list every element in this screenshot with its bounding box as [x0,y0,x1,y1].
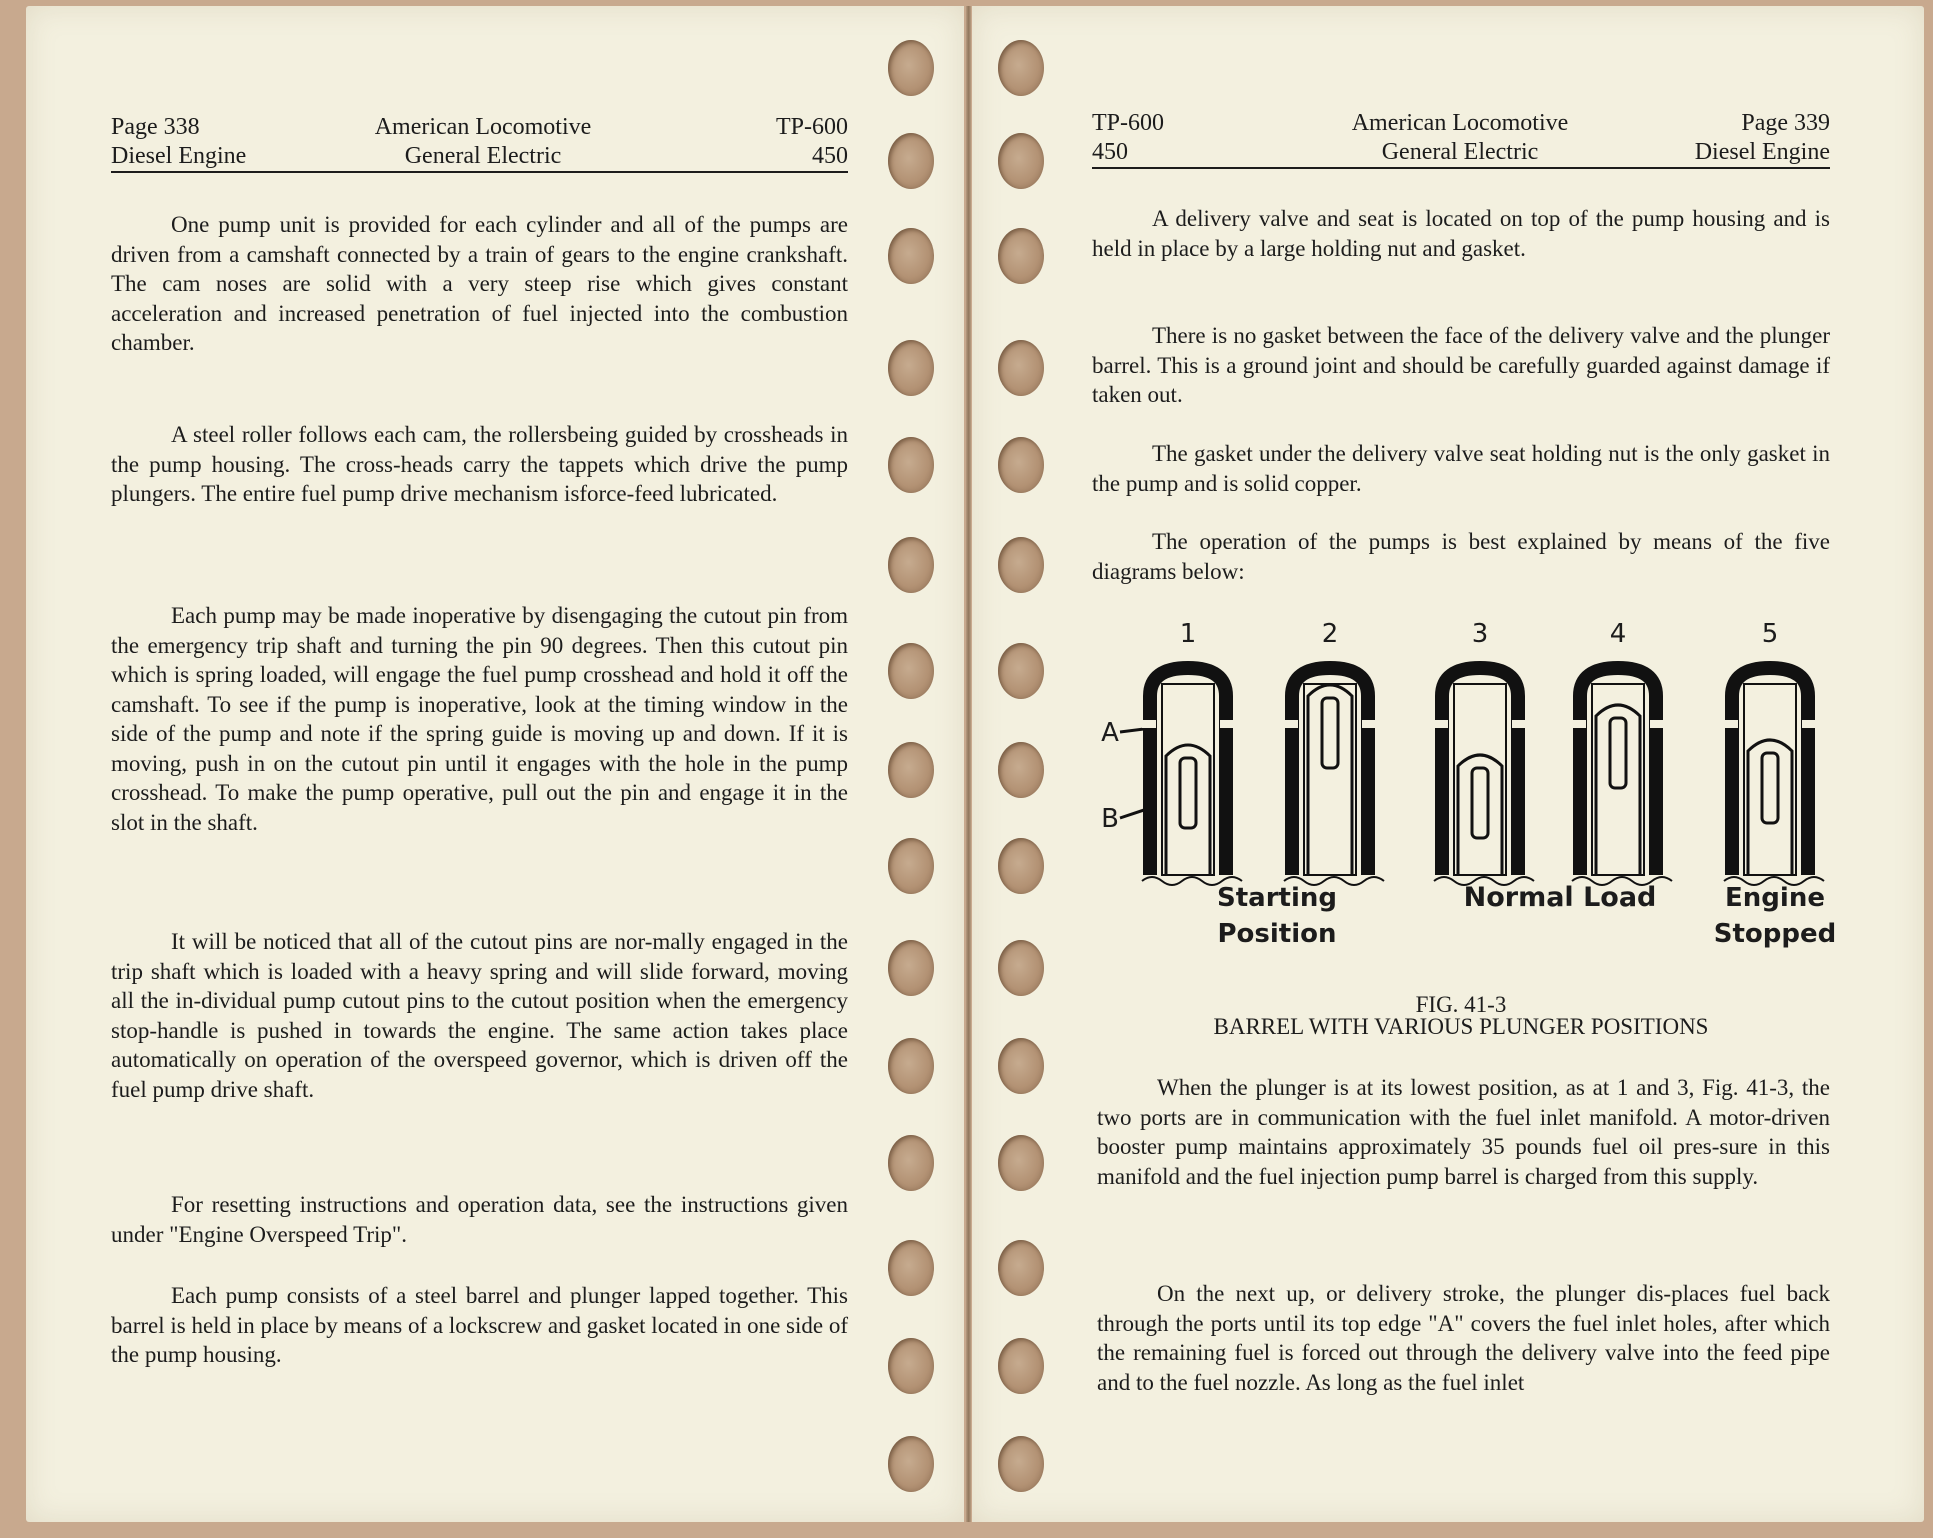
body-paragraph: The gasket under the delivery valve seat holding nut is the only gasket in the pump and is solid copper. [1092,441,1830,496]
diagram-number: 3 [1471,620,1489,649]
binding-hole [998,838,1044,894]
left-header-maker-cell [333,113,633,171]
barrel-port [1362,720,1376,728]
page-number: Page 338 [111,114,200,140]
code-line-2: 450 [812,143,848,169]
binding-hole [998,1436,1044,1492]
right-header-page-cell [1695,109,1830,167]
binding-hole [888,437,934,493]
group-label-normal-load: Normal Load [1463,882,1657,913]
barrel-port [1802,720,1816,728]
barrel-bore [1304,684,1356,875]
binding-hole [998,1240,1044,1296]
maker-line-2: General Electric [1381,139,1539,165]
binding-hole [888,1436,934,1492]
binding-hole [888,133,934,189]
right-header-code-cell [1092,109,1164,167]
barrel-port [1650,720,1664,728]
binding-hole [998,643,1044,699]
binding-holes-left [888,0,948,1538]
binding-hole [888,1135,934,1191]
binding-hole [888,643,934,699]
subject-label: Diesel Engine [1694,139,1830,165]
code-line-2: 450 [1092,139,1128,165]
binding-hole [888,40,934,96]
right-page-header [1092,109,1830,169]
group-label-starting: Starting Position [1217,883,1337,949]
barrel-port [1512,720,1526,728]
body-paragraph: For resetting instructions and operation data, see the instructions given under "Engine Overspeed Trip". [111,1192,848,1247]
binding-gutter [966,6,971,1522]
left-header-code-cell [776,113,848,171]
right-header-maker-cell [1310,109,1610,167]
label-b: B [1101,804,1119,834]
barrel-bore [1744,684,1796,875]
binding-hole [998,133,1044,189]
group-label-engine-stopped: Engine Stopped [1713,883,1837,949]
binding-hole [888,537,934,593]
maker-line-2: General Electric [404,143,562,169]
body-paragraph: The operation of the pumps is best explained by means of the five diagrams below: [1092,529,1830,584]
barrel-port [1572,720,1586,728]
barrel-port [1142,720,1156,728]
body-paragraph: Each pump consists of a steel barrel and plunger lapped together. This barrel is held in place by means of a lockscrew and gasket located in one side of the pump housing. [111,1283,849,1367]
body-paragraph: On the next up, or delivery stroke, the plunger dis-places fuel back through the ports until its top edge "A" covers the fuel inlet holes, after which the remaining fuel is forced out through the delivery valve into the feed pipe and to the fuel nozzle. As long as the fuel inlet [1097,1281,1830,1395]
binding-hole [888,1240,934,1296]
barrel-bore [1162,684,1214,875]
diagram-number: 1 [1179,620,1197,649]
figure-title: BARREL WITH VARIOUS PLUNGER POSITIONS [1213,1014,1709,1039]
diagram-number: 2 [1321,620,1339,649]
diagram-number: 4 [1609,620,1627,649]
binding-holes-right [998,0,1058,1538]
binding-hole [998,537,1044,593]
body-paragraph: A delivery valve and seat is located on top of the pump housing and is held in place by a large holding nut and gasket. [1092,206,1830,261]
diagram-number: 5 [1761,620,1779,649]
binding-hole [888,228,934,284]
binding-hole [998,1338,1044,1394]
code-line-1: TP-600 [1092,110,1164,136]
figure-number: FIG. 41-3 [1415,992,1507,1017]
barrel-bore [1454,684,1506,875]
body-paragraph: One pump unit is provided for each cylinder and all of the pumps are driven from a camshaft connected by a train of gears to the engine crankshaft. The cam noses are solid with a very steep rise which gives constant acceleration and increased penetration of fuel injected into the combustion chamber. [111,212,848,355]
body-paragraph: A steel roller follows each cam, the rollersbeing guided by crossheads in the pump housing. The cross-heads carry the tappets which drive the pump plungers. The entire fuel pump drive mechanism isforce-feed lubricated. [111,422,848,506]
barrel-drawings [1142,668,1824,885]
binding-hole [998,1038,1044,1094]
code-line-1: TP-600 [776,114,848,140]
binding-hole [888,1038,934,1094]
body-paragraph: It will be noticed that all of the cutout pins are nor-mally engaged in the trip shaft which is loaded with a heavy spring and will slide forward, moving all the in-dividual pump cutout pins to the cutout position when the emergency stop-handle is pushed in towards the engine. The same action takes place automatically on operation of the overspeed governor, which is driven off the fuel pump drive shaft. [111,929,848,1102]
barrel-port [1434,720,1448,728]
binding-hole [888,340,934,396]
binding-hole [998,437,1044,493]
binding-hole [888,838,934,894]
maker-line-1: American Locomotive [1351,110,1569,136]
left-header-page-cell [111,113,246,171]
binding-hole [998,940,1044,996]
body-paragraph: When the plunger is at its lowest position, as at 1 and 3, Fig. 41-3, the two ports are in communication with the fuel inlet manifold. A motor-driven booster pump maintains approximately 35 pounds fuel oil pres-sure in this manifold and the fuel injection pump barrel is charged from this supply. [1097,1075,1830,1189]
binding-hole [998,40,1044,96]
body-paragraph: Each pump may be made inoperative by disengaging the cutout pin from the emergency trip shaft and turning the pin 90 degrees. Then this cutout pin which is spring loaded, will engage the fuel pump crosshead and hold it off the camshaft. To see if the pump is inoperative, look at the timing window in the side of the pump and note if the spring guide is moving up and down. If it is moving, push in on the cutout pin until it engages with the hole in the pump crosshead. To make the pump operative, pull out the pin and engage it in the slot in the shaft. [111,603,848,835]
barrel-port [1284,720,1298,728]
maker-line-1: American Locomotive [374,114,592,140]
label-a: A [1101,718,1119,748]
binding-hole [998,228,1044,284]
left-page-header [111,113,848,173]
binding-hole [998,1135,1044,1191]
barrel-port [1220,720,1234,728]
binding-hole [888,1338,934,1394]
body-paragraph: There is no gasket between the face of the delivery valve and the plunger barrel. This is a ground joint and should be carefully guarded against damage if taken out. [1092,323,1830,407]
binding-hole [998,742,1044,798]
binding-hole [998,340,1044,396]
subject-label: Diesel Engine [111,143,247,169]
page-number: Page 339 [1741,110,1830,136]
binding-hole [888,940,934,996]
barrel-port [1724,720,1738,728]
binding-hole [888,742,934,798]
